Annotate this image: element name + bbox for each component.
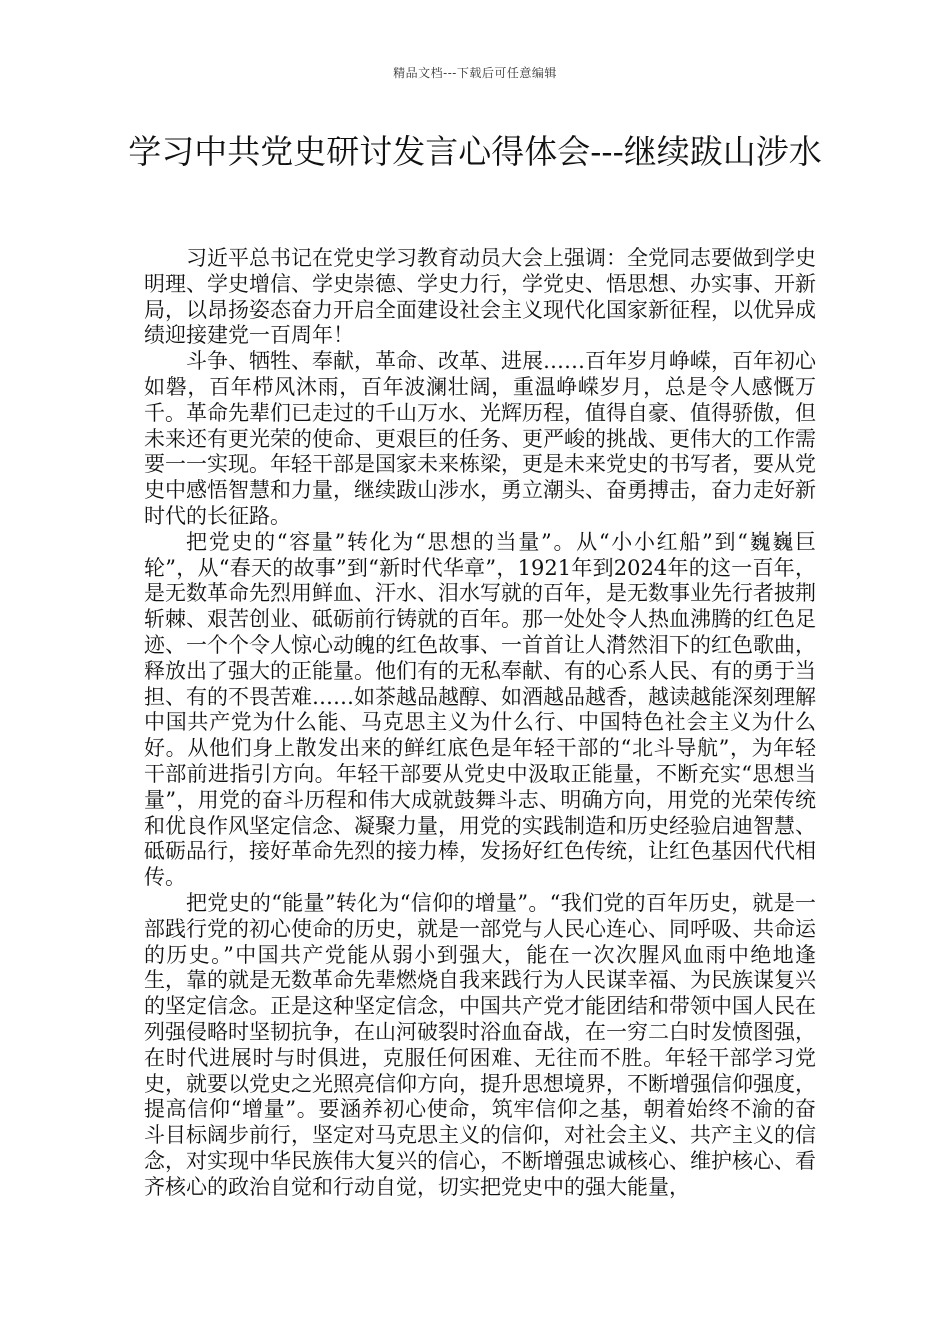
document-body [144,246,816,1200]
header-note: 精品文档---下载后可任意编辑 [393,66,557,80]
paragraph-1: 习近平总书记在党史学习教育动员大会上强调：全党同志要做到学史明理、学史增信、学史崇德、学史力行，学党史、悟思想、办实事、开新局，以昂扬姿态奋力开启全面建设社会主义现代化国家新征程，以优异成绩迎接建党一百周年！ [144,246,816,348]
document-title: 学习中共党史研讨发言心得体会---继续跋山涉水 [128,132,822,171]
paragraph-4: 把党史的“能量”转化为“信仰的增量”。“我们党的百年历史，就是一部践行党的初心使命的历史，就是一部党与人民心连心、同呼吸、共命运的历史。”中国共产党能从弱小到强大，能在一次次腥风血雨中绝地逢生，靠的就是无数革命先辈燃烧自我来践行为人民谋幸福、为民族谋复兴的坚定信念。正是这种坚定信念，中国共产党才能团结和带领中国人民在列强侵略时坚韧抗争，在山河破裂时浴血奋战，在一穷二白时发愤图强，在时代进展时与时俱进，克服任何困难、无往而不胜。年轻干部学习党史，就要以党史之光照亮信仰方向，提升思想境界，不断增强信仰强度，提高信仰“增量”。要涵养初心使命，筑牢信仰之基，朝着始终不渝的奋斗目标阔步前行，坚定对马克思主义的信仰，对社会主义、共产主义的信念，对实现中华民族伟大复兴的信心，不断增强忠诚核心、维护核心、看齐核心的政治自觉和行动自觉，切实把党史中的强大能量， [144,890,816,1199]
paragraph-3: 把党史的“容量”转化为“思想的当量”。从“小小红船”到“巍巍巨轮”，从“春天的故事”到“新时代华章”，1921年到2024年的这一百年，是无数革命先烈用鲜血、汗水、泪水写就的百年，是无数事业先行者披荆斩棘、艰苦创业、砥砺前行铸就的百年。那一处处令人热血沸腾的红色足迹、一个个令人惊心动魄的红色故事、一首首让人潸然泪下的红色歌曲，释放出了强大的正能量。他们有的无私奉献、有的心系人民、有的勇于当担、有的不畏苦难……如茶越品越醇、如酒越品越香，越读越能深刻理解中国共产党为什么能、马克思主义为什么行、中国特色社会主义为什么好。从他们身上散发出来的鲜红底色是年轻干部的“北斗导航”，为年轻干部前进指引方向。年轻干部要从党史中汲取正能量，不断充实“思想当量”，用党的奋斗历程和伟大成就鼓舞斗志、明确方向，用党的光荣传统和优良作风坚定信念、凝聚力量，用党的实践制造和历史经验启迪智慧、砥砺品行，接好革命先烈的接力棒，发扬好红色传统，让红色基因代代相传。 [144,529,816,890]
paragraph-2: 斗争、牺牲、奉献，革命、改革、进展……百年岁月峥嵘，百年初心如磐，百年栉风沐雨，百年波澜壮阔，重温峥嵘岁月，总是令人感慨万千。革命先辈们已走过的千山万水、光辉历程，值得自豪、值得骄傲，但未来还有更光荣的使命、更艰巨的任务、更严峻的挑战、更伟大的工作需要一一实现。年轻干部是国家未来栋梁，更是未来党史的书写者，要从党史中感悟智慧和力量，继续跋山涉水，勇立潮头、奋勇搏击，奋力走好新时代的长征路。 [144,349,816,528]
